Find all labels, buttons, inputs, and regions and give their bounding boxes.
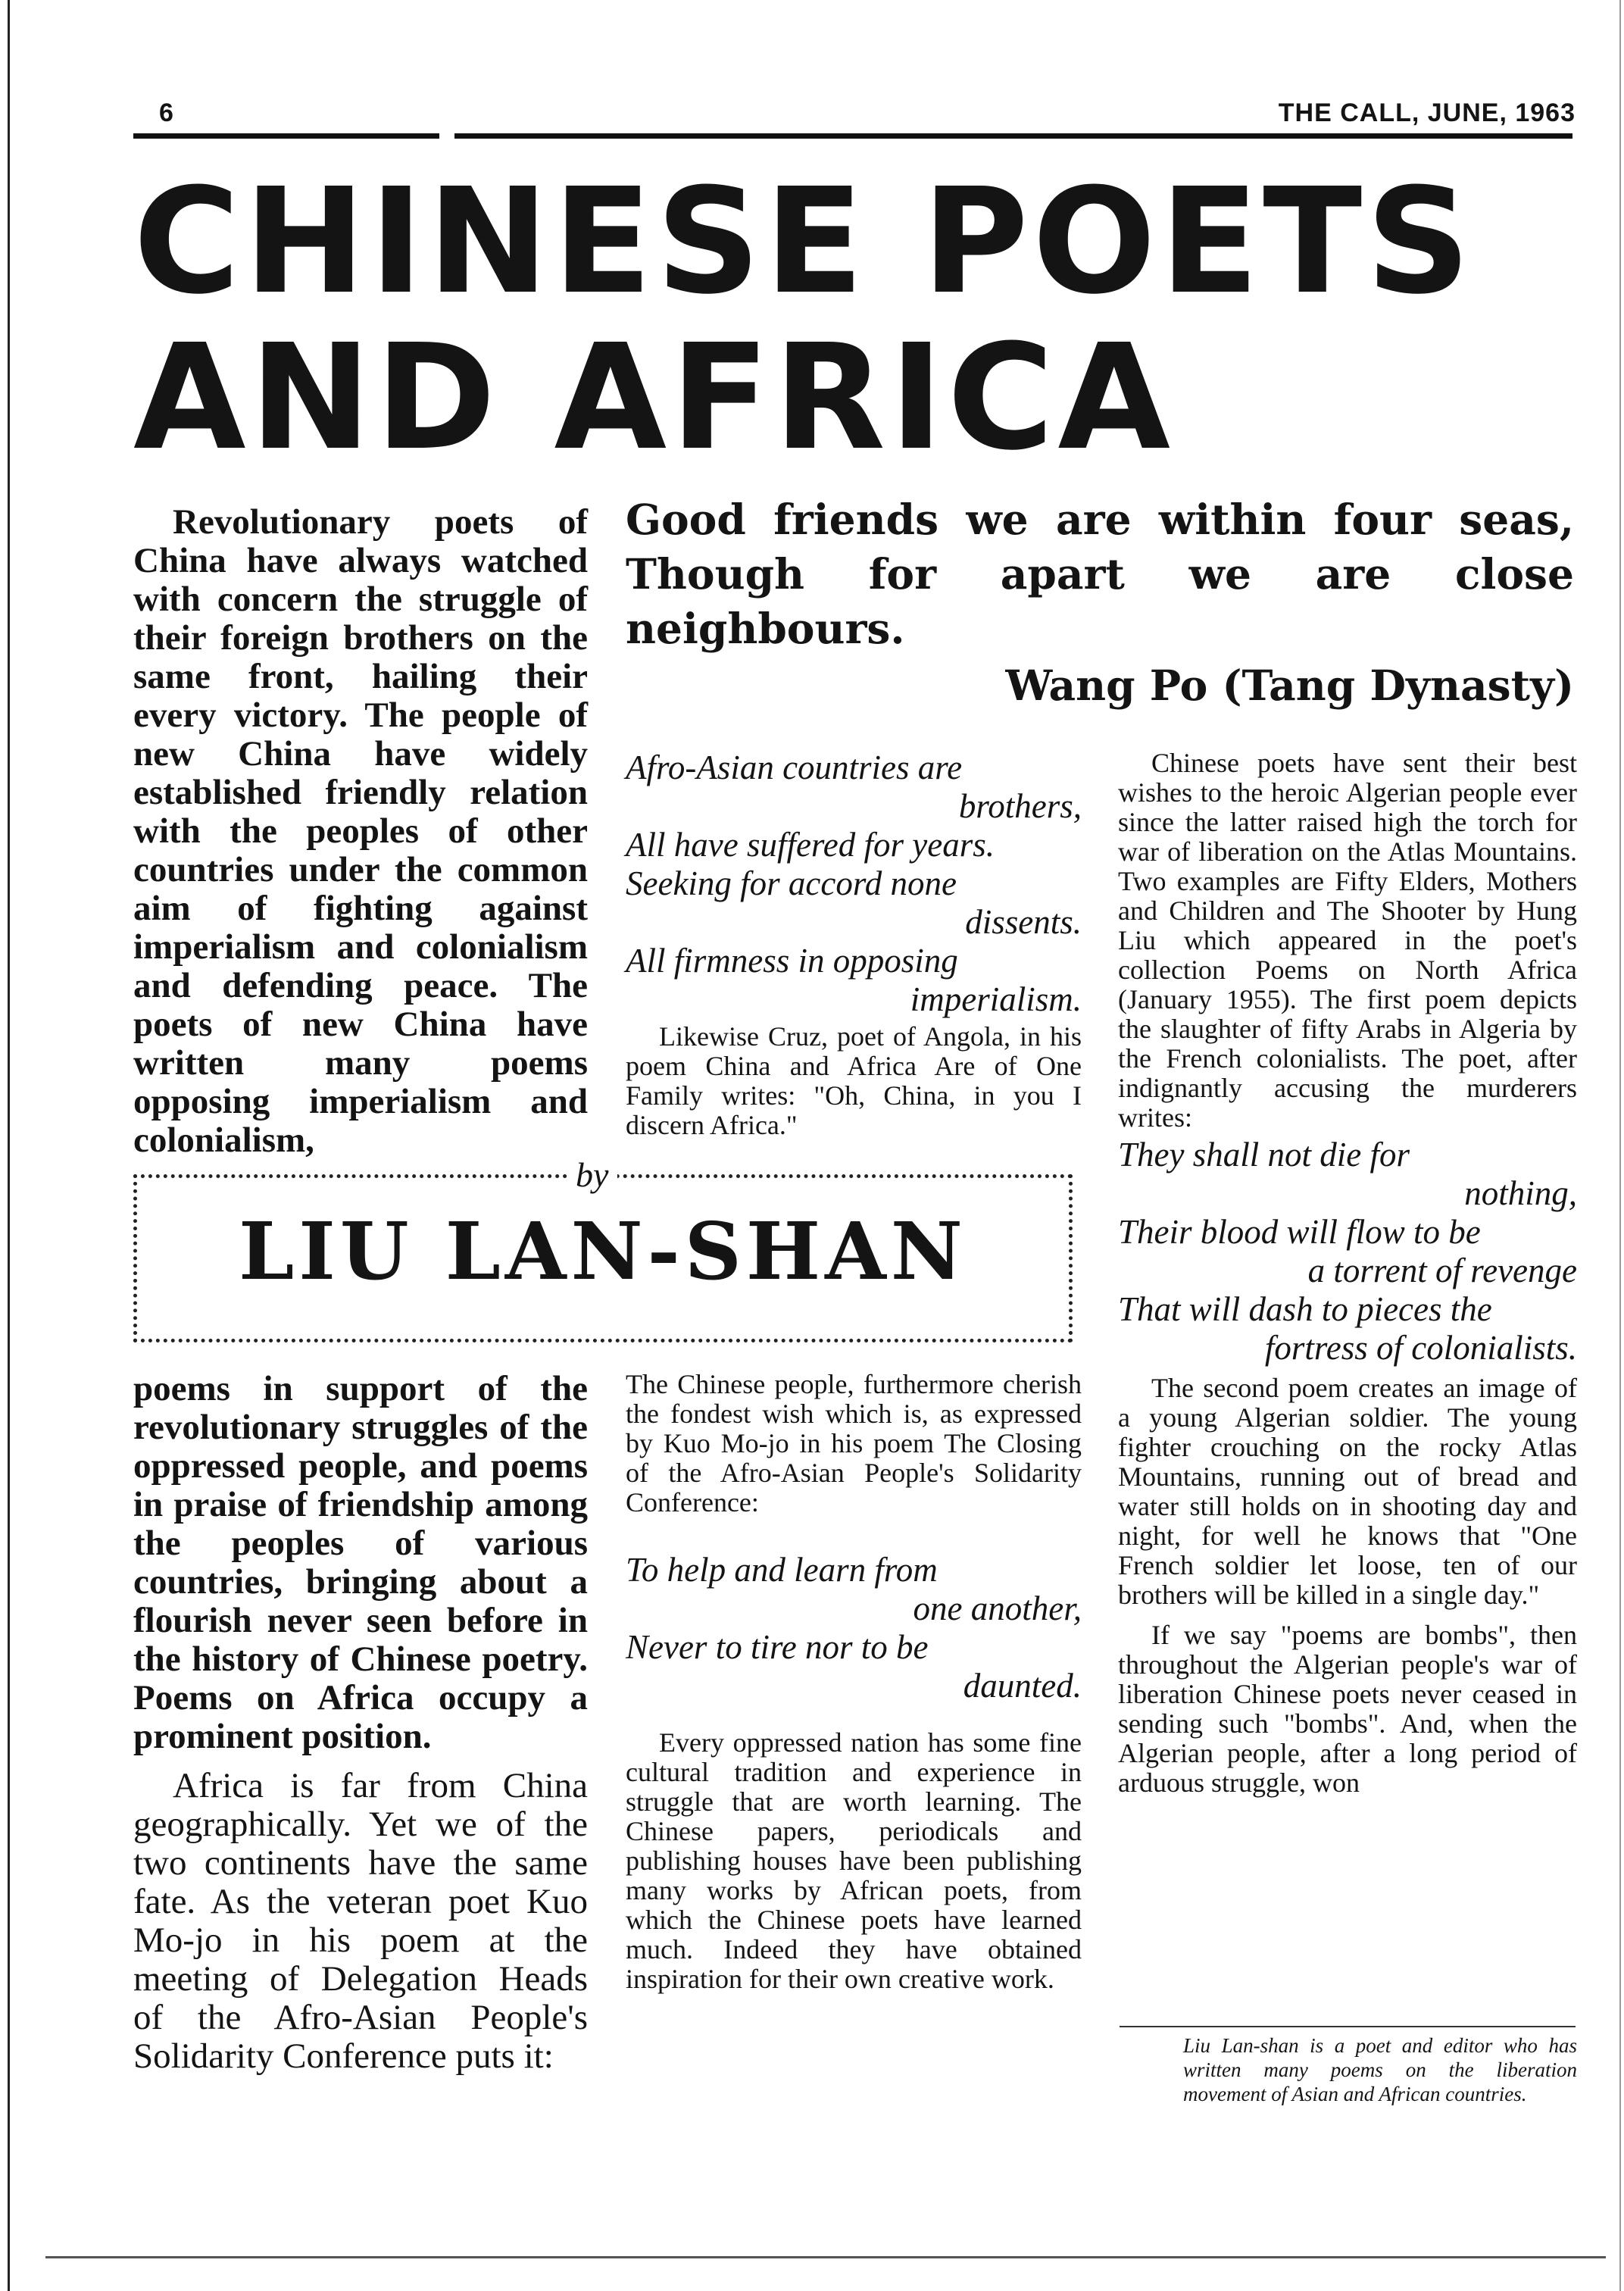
column1-top (133, 503, 588, 1160)
page-edge-right (1619, 0, 1621, 2291)
page-edge-bottom (45, 2256, 1606, 2258)
column1-paragraph-1: Revolutionary poets of China have always watched with concern the struggle of their foreign brothers on the same front, hailing their every victory. The people of new China have widely established friendly relation with the peoples of other countries under the common aim of fighting against imperialism and colonialism and defending peace. The poets of new China have written many poems opposing imperialism and colonialism, (133, 502, 588, 1160)
column2-bottom (626, 1370, 1082, 1994)
column2-paragraph-cruz: Likewise Cruz, poet of Angola, in his poem China and Africa Are of One Family writes: "Oh, China, in you I discern Africa." (626, 1021, 1082, 1140)
headline-line-2: AND AFRICA (133, 314, 1175, 483)
column1-paragraph-2: poems in support of the revolutionary struggles of the oppressed people, and poems in praise of friendship among the peoples of various countries, bringing about a flourish never seen before in the history of Chinese poetry. Poems on Africa occupy a prominent position. (133, 1369, 588, 1756)
column1-bottom (133, 1370, 588, 2076)
footnote-rule (1120, 2026, 1576, 2027)
page-edge-left (8, 0, 10, 2291)
verse-to-help-and-learn: To help and learn from one another, Never to tire nor to be daunted. (626, 1551, 1082, 1705)
column3-paragraph-3: If we say "poems are bombs", then throughout the Algerian people's war of liberation Chinese poets never ceased in sending such "bombs". And, when the Algerian people, after a long period of arduous struggle, won (1118, 1620, 1577, 1798)
publication-header: THE CALL, JUNE, 1963 (1278, 98, 1576, 127)
headline-line-1: CHINESE POETS (133, 158, 1475, 327)
verse-afro-asian-countries: Afro-Asian countries are brothers, All have suffered for years. Seeking for accord none dissents. All firmness in opposing imperialism. (626, 749, 1082, 1018)
page-number: 6 (159, 98, 173, 127)
column3-paragraph-2: The second poem creates an image of a young Algerian soldier. The young fighter crouching on the rocky Atlas Mountains, running out of bread and water still holds on in shooting day and night, for well he knows that "One French soldier let loose, ten of our brothers will be killed in a single day." (1118, 1373, 1577, 1610)
column3-paragraph-1: Chinese poets have sent their best wishes to the heroic Algerian people ever since the latter raised high the torch for war of liberation on the Atlas Mountains. Two examples are Fifty Elders, Mothers and Children and The Shooter by Hung Liu which appeared in the poet's collection Poems on North Africa (January 1955). The first poem depicts the slaughter of fifty Arabs in Algeria by the French colonialists. The poet, after indignantly accusing the murderers writes: (1118, 748, 1577, 1133)
epigraph (626, 492, 1574, 656)
author-footnote: Liu Lan-shan is a poet and editor who has written many poems on the liberation movement of Asian and African countries. (1183, 2034, 1577, 2105)
column2-paragraph-oppressed-nation: Every oppressed nation has some fine cultural tradition and experience in struggle that are worth learning. The Chinese papers, periodicals and publishing houses have been publishing many works by African poets, from which the Chinese poets have learned much. Indeed they have obtained inspiration for their own creative work. (626, 1727, 1082, 1994)
epigraph-attribution: Wang Po (Tang Dynasty) (1005, 661, 1574, 710)
column1-paragraph-3: Africa is far from China geographically. Yet we of the two continents have the same fate. As the veteran poet Kuo Mo-jo in his poem at the meeting of Delegation Heads of the Afro-Asian People's Solidarity Conference puts it: (133, 1766, 588, 2076)
column2-paragraph-wish: The Chinese people, furthermore cherish the fondest wish which is, as expressed by Kuo Mo-jo in his poem The Closing of the Afro-Asian People's Solidarity Conference: (626, 1369, 1082, 1517)
column3 (1118, 749, 1577, 1798)
byline-prefix: by (567, 1155, 617, 1195)
header-rule-left (133, 133, 439, 139)
column2-top (626, 749, 1082, 1140)
header-rule-right (454, 133, 1572, 139)
verse-they-shall-not-die: They shall not die for nothing, Their blood will flow to be a torrent of revenge That will dash to pieces the fortress of colonialists. (1118, 1136, 1577, 1367)
epigraph-text: Good friends we are within four seas, Though for apart we are close neighbours. (626, 495, 1574, 653)
author-name: LIU LAN-SHAN (239, 1205, 967, 1298)
